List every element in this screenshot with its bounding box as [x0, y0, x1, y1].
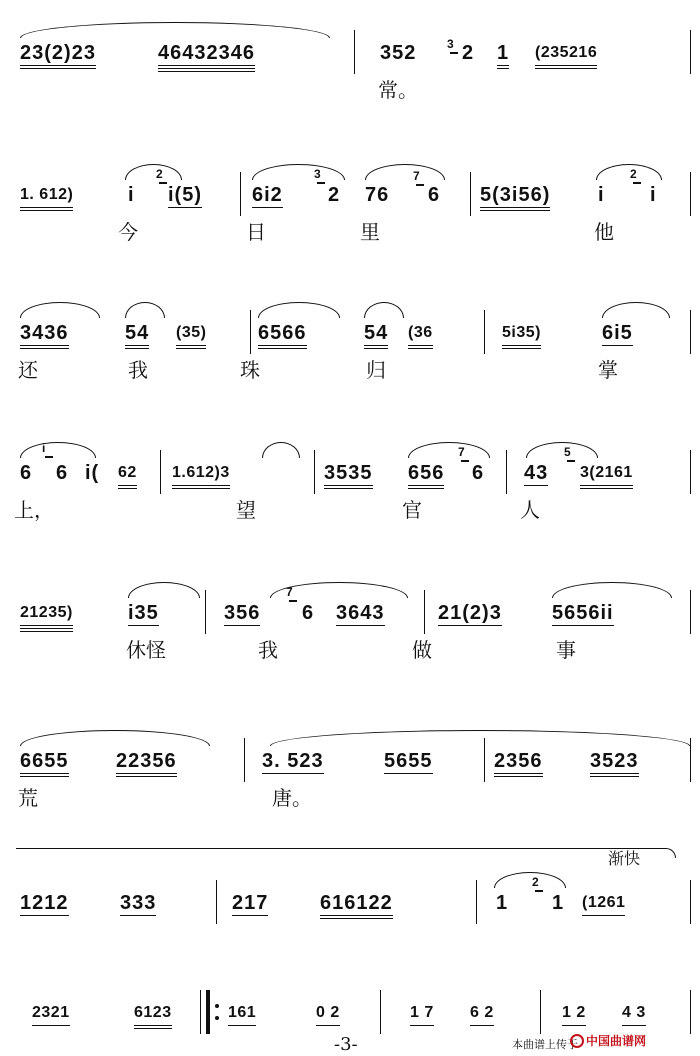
grace-stroke: [289, 600, 297, 602]
lyric: 我: [128, 358, 148, 382]
underline: [134, 1028, 172, 1029]
note-group: 1: [552, 892, 565, 914]
note-group: 21235): [20, 602, 73, 624]
underline: [232, 915, 268, 916]
note-group: 1. 612): [20, 184, 73, 206]
barline: [160, 450, 161, 494]
note-group: 6: [56, 462, 69, 484]
note-group: 2: [462, 42, 475, 64]
underline: [364, 348, 388, 349]
note-group: 6: [20, 462, 33, 484]
lyric: 今: [118, 220, 138, 244]
underline: [20, 345, 69, 346]
underline: [120, 915, 156, 916]
grace-note: 2: [156, 167, 163, 181]
underline: [410, 1025, 434, 1026]
note-group: i: [598, 184, 605, 206]
barline: [240, 172, 241, 216]
slur: [20, 730, 210, 746]
lyric: 掌: [598, 358, 618, 382]
grace-stroke: [535, 890, 543, 892]
barline: [690, 738, 691, 782]
note-group: i(: [85, 462, 100, 484]
underline: [502, 345, 541, 346]
note-group: 1 7: [410, 1002, 434, 1024]
lyric: 荒: [18, 786, 38, 810]
grace-stroke: [567, 460, 575, 462]
underline: [524, 485, 548, 486]
grace-note: 3: [447, 37, 454, 51]
underline: [535, 68, 597, 69]
underline: [20, 625, 73, 626]
underline: [480, 210, 550, 211]
barline: [690, 30, 691, 74]
note-group: 2356: [494, 750, 543, 772]
underline: [262, 773, 324, 774]
barline: [424, 590, 425, 634]
underline: [158, 65, 255, 66]
lyric: 我: [258, 638, 278, 662]
underline: [118, 485, 137, 486]
underline: [158, 71, 255, 72]
barline: [354, 30, 355, 74]
lyric: 做: [412, 638, 432, 662]
note-group: 6 2: [470, 1002, 494, 1024]
note-group: 21(2)3: [438, 602, 502, 624]
slur: [128, 582, 200, 598]
grace-stroke: [461, 460, 469, 462]
note-group: 2321: [32, 1002, 70, 1024]
underline: [364, 345, 388, 346]
underline: [32, 1025, 70, 1026]
note-group: 356: [224, 602, 261, 624]
underline: [118, 488, 137, 489]
note-group: 0 2: [316, 1002, 340, 1024]
lyric: 还: [18, 358, 38, 382]
underline: [252, 207, 283, 208]
score-row: [0, 300, 700, 400]
note-group: 616122: [320, 892, 393, 914]
grace-stroke: [317, 182, 325, 184]
lyric: 里: [360, 220, 380, 244]
underline: [480, 207, 550, 208]
note-group: 76: [365, 184, 390, 206]
note-group: 22356: [116, 750, 177, 772]
underline: [384, 773, 433, 774]
note-group: 43: [524, 462, 549, 484]
grace-note: 5: [564, 445, 571, 459]
lyric: 上，: [14, 498, 54, 522]
lyric: 日: [246, 220, 266, 244]
barline: [216, 880, 217, 924]
slur: [20, 302, 100, 318]
note-group: 6i2: [252, 184, 283, 206]
underline: [125, 345, 149, 346]
grace-note: 7: [286, 585, 293, 599]
underline: [176, 348, 206, 349]
barline: [690, 590, 691, 634]
grace-stroke: [633, 182, 641, 184]
note-group: 3436: [20, 322, 69, 344]
note-group: 3523: [590, 750, 639, 772]
underline: [497, 65, 509, 66]
lyric: 望: [236, 498, 256, 522]
grace-note: 3: [314, 167, 321, 181]
lyric: 休怪: [126, 638, 166, 662]
barline: [200, 990, 201, 1034]
note-group: 217: [232, 892, 269, 914]
slur: [552, 582, 672, 598]
lyric: 人: [520, 498, 540, 522]
underline: [158, 68, 255, 69]
score-row: [0, 870, 700, 970]
slur: [258, 302, 340, 318]
note-group: i35: [128, 602, 159, 624]
underline: [535, 65, 597, 66]
note-group: 333: [120, 892, 157, 914]
grace-note: 2: [532, 875, 539, 889]
note-group: 1.612)3: [172, 462, 230, 484]
barline: [380, 990, 381, 1034]
barline: [690, 172, 691, 216]
underline: [116, 776, 177, 777]
underline: [20, 210, 73, 211]
grace-stroke: [450, 52, 458, 54]
grace-note: 2: [630, 167, 637, 181]
note-group: 3(2161: [580, 462, 633, 484]
underline: [622, 1025, 646, 1026]
slur: [408, 442, 490, 458]
lyric: 唐。: [272, 786, 312, 810]
note-group: 5i35): [502, 322, 541, 344]
underline: [336, 625, 385, 626]
page-number: -3-: [334, 1034, 358, 1055]
slur: [270, 730, 690, 746]
slur: [596, 164, 662, 180]
note-group: (35): [176, 322, 206, 344]
underline: [582, 915, 625, 916]
underline: [20, 348, 69, 349]
note-group: 3535: [324, 462, 373, 484]
lyric: 归: [366, 358, 386, 382]
underline: [580, 488, 633, 489]
note-group: 6566: [258, 322, 307, 344]
underline: [552, 625, 614, 626]
note-group: 5656ii: [552, 602, 614, 624]
note-group: 6: [428, 184, 441, 206]
underline: [494, 776, 543, 777]
grace-note: i: [42, 441, 46, 455]
logo-icon: [570, 1034, 584, 1048]
note-group: 5655: [384, 750, 433, 772]
lyric: 珠: [240, 358, 260, 382]
slur: [365, 164, 445, 183]
underline: [134, 1025, 172, 1026]
underline: [20, 207, 73, 208]
lyric: 事: [556, 638, 576, 662]
underline: [228, 1025, 256, 1026]
note-group: 62: [118, 462, 137, 484]
underline: [320, 918, 393, 919]
barline: [476, 880, 477, 924]
barline: [314, 450, 315, 494]
note-group: 1212: [20, 892, 69, 914]
long-slur: [16, 848, 676, 858]
slur: [20, 22, 330, 38]
note-group: 1: [496, 892, 509, 914]
grace-stroke: [159, 182, 167, 184]
barline: [690, 310, 691, 354]
underline: [408, 345, 433, 346]
slur: [602, 302, 670, 318]
note-group: 1: [497, 42, 509, 64]
note-group: 6i5: [602, 322, 633, 344]
underline: [590, 776, 639, 777]
score-row: [0, 162, 700, 262]
grace-stroke: [416, 184, 424, 186]
underline: [128, 625, 159, 626]
note-group: 23(2)23: [20, 42, 96, 64]
note-group: i: [650, 184, 657, 206]
underline: [168, 207, 202, 208]
score-row: [0, 20, 700, 120]
note-group: 46432346: [158, 42, 255, 64]
note-group: 6123: [134, 1002, 172, 1024]
tempo-mark: 渐快: [608, 849, 641, 868]
underline: [494, 773, 543, 774]
underline: [502, 348, 541, 349]
note-group: 4 3: [622, 1002, 646, 1024]
note-group: 656: [408, 462, 444, 484]
site-logo: 中国曲谱网: [586, 1034, 647, 1048]
underline: [324, 488, 373, 489]
underline: [258, 348, 307, 349]
note-group: (1261: [582, 892, 625, 914]
barline: [250, 310, 251, 354]
barline: [244, 738, 245, 782]
underline: [580, 485, 633, 486]
barline: [540, 990, 541, 1034]
note-group: 6: [302, 602, 315, 624]
underline: [324, 485, 373, 486]
note-group: (235216: [535, 42, 597, 64]
barline: [470, 172, 471, 216]
slur: [364, 302, 404, 318]
grace-note: 7: [413, 169, 420, 183]
underline: [125, 348, 149, 349]
underline: [20, 65, 96, 66]
underline: [408, 348, 433, 349]
underline: [224, 625, 260, 626]
note-group: 2: [328, 184, 341, 206]
slur: [262, 442, 300, 458]
underline: [497, 68, 509, 69]
repeat-bar: [206, 990, 210, 1034]
underline: [20, 915, 69, 916]
underline: [172, 488, 230, 489]
underline: [20, 68, 96, 69]
underline: [20, 628, 73, 629]
footer-credit: 本曲谱上传于: [512, 1038, 578, 1051]
repeat-dot: [215, 1004, 219, 1008]
underline: [20, 631, 73, 632]
underline: [562, 1025, 586, 1026]
note-group: i(5): [168, 184, 202, 206]
score-row: [0, 580, 700, 680]
note-group: i: [128, 184, 135, 206]
underline: [172, 485, 230, 486]
note-group: 54: [364, 322, 388, 344]
note-group: 6: [472, 462, 485, 484]
lyric: 他: [594, 220, 614, 244]
underline: [320, 915, 393, 916]
lyric: 常。: [378, 78, 418, 102]
barline: [690, 450, 691, 494]
underline: [438, 625, 502, 626]
underline: [20, 776, 69, 777]
underline: [316, 1025, 340, 1026]
note-group: 3. 523: [262, 750, 324, 772]
note-group: 1 2: [562, 1002, 586, 1024]
note-group: 3643: [336, 602, 385, 624]
underline: [408, 488, 444, 489]
repeat-dot: [215, 1016, 219, 1020]
note-group: 161: [228, 1002, 256, 1024]
slur: [494, 872, 566, 888]
underline: [590, 773, 639, 774]
slur: [125, 164, 182, 180]
slur: [125, 302, 165, 318]
slur: [252, 164, 345, 180]
note-group: (36: [408, 322, 433, 344]
score-row: [0, 440, 700, 540]
barline: [205, 590, 206, 634]
underline: [176, 345, 206, 346]
score-row: [0, 728, 700, 828]
underline: [20, 773, 69, 774]
slur: [20, 442, 96, 458]
barline: [506, 450, 507, 494]
underline: [258, 345, 307, 346]
note-group: 352: [380, 42, 417, 64]
note-group: 54: [125, 322, 149, 344]
barline: [690, 880, 691, 924]
grace-stroke: [45, 456, 53, 458]
note-group: 6655: [20, 750, 69, 772]
underline: [470, 1025, 494, 1026]
underline: [116, 773, 177, 774]
lyric: 官: [402, 498, 422, 522]
underline: [602, 345, 633, 346]
barline: [690, 990, 691, 1034]
slur: [526, 442, 598, 458]
note-group: 5(3i56): [480, 184, 550, 206]
grace-note: 7: [458, 445, 465, 459]
barline: [484, 310, 485, 354]
underline: [408, 485, 444, 486]
